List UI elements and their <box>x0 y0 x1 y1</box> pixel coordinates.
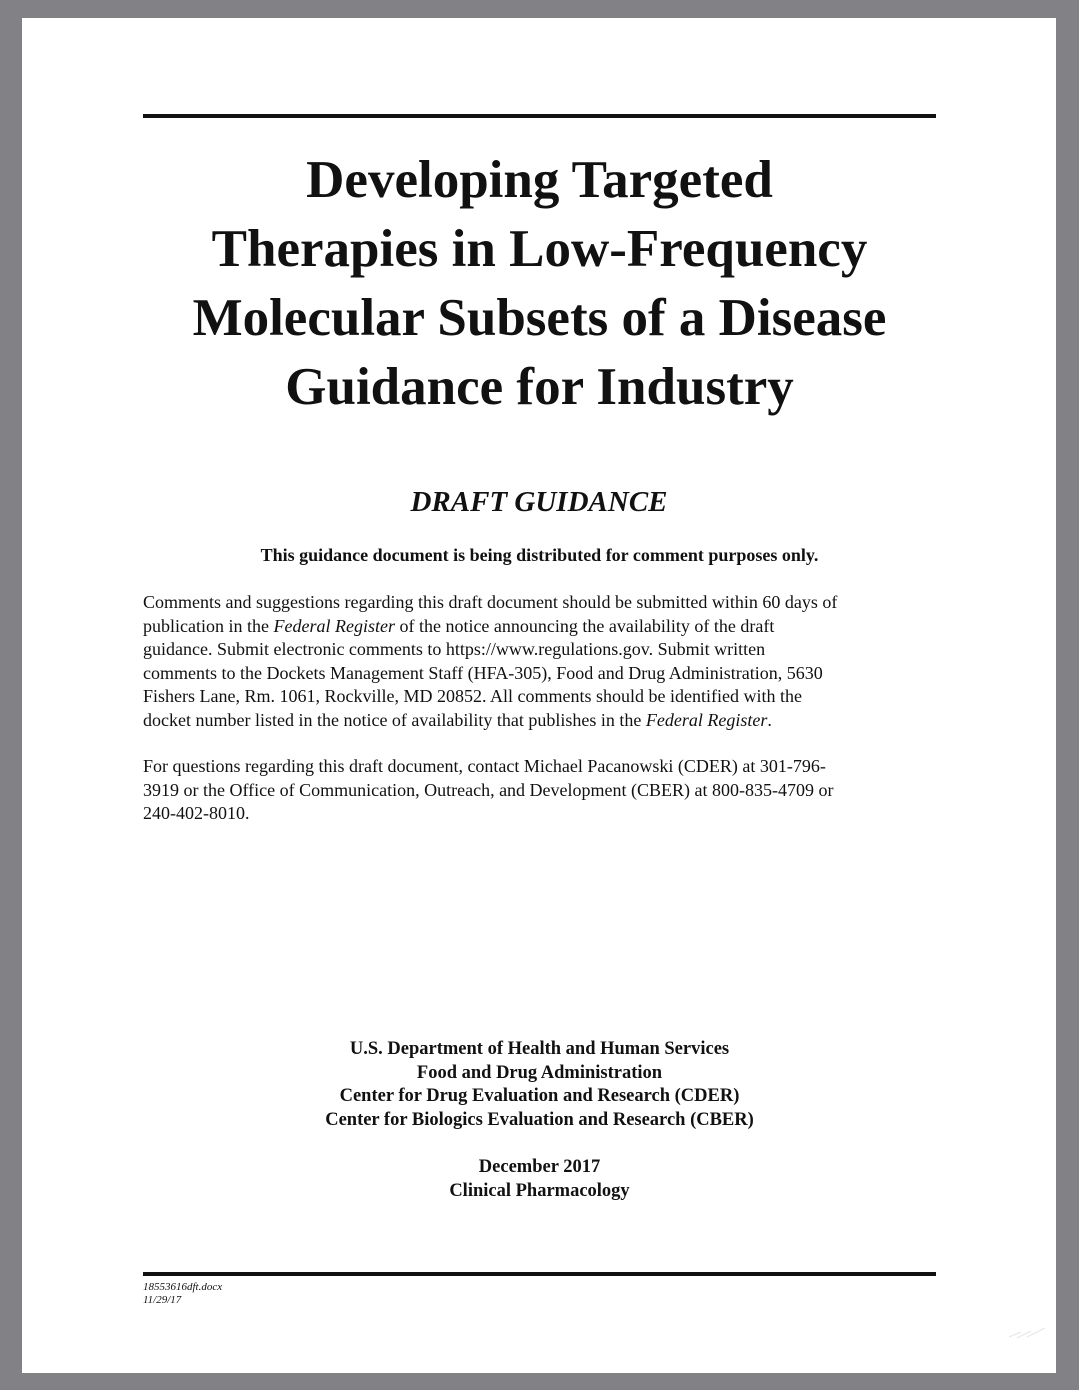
date-block <box>82 1156 997 1203</box>
agency-cder: Center for Drug Evaluation and Research (CDER) <box>339 1086 740 1106</box>
document-title <box>82 146 997 422</box>
title-line-1: Developing Targeted <box>306 151 773 209</box>
comments-paragraph <box>143 591 943 732</box>
agency-hhs: U.S. Department of Health and Human Services <box>349 1039 730 1059</box>
comments-line-1: Comments and suggestions regarding this draft document should be submitted within 60 days of <box>143 592 838 612</box>
draft-guidance-heading: DRAFT GUIDANCE <box>410 486 668 518</box>
title-line-2: Therapies in Low-Frequency <box>211 220 868 278</box>
document-page <box>22 18 1056 1373</box>
questions-line-1: For questions regarding this draft document, contact Michael Pacanowski (CDER) at 301-796- <box>143 756 826 776</box>
agency-cber: Center for Biologics Evaluation and Research (CBER) <box>325 1109 754 1130</box>
file-footer <box>143 1281 222 1307</box>
top-rule <box>143 114 936 118</box>
publication-date: December 2017 <box>478 1157 601 1177</box>
comments-line-6-text: docket number listed in the notice of availability that publishes in the <box>143 709 646 730</box>
agency-block <box>82 1038 997 1132</box>
comments-line-6 <box>143 709 943 733</box>
agency-fda: Food and Drug Administration <box>416 1062 663 1083</box>
comments-line-4: comments to the Dockets Management Staff (HFA-305), Food and Drug Administration, 5630 <box>143 662 823 683</box>
questions-line-2: 3919 or the Office of Communication, Outreach, and Development (CBER) at 800-835-4709 or <box>143 779 834 800</box>
footer-file-date: 11/29/17 <box>143 1294 182 1306</box>
comments-line-6-text-end: . <box>767 709 772 730</box>
questions-paragraph <box>143 755 943 826</box>
comments-line-2 <box>143 615 943 639</box>
comments-line-2-text-end: of the notice announcing the availability of the draft <box>394 615 775 636</box>
title-line-3: Molecular Subsets of a Disease <box>192 289 887 347</box>
comments-line-5: Fishers Lane, Rm. 1061, Rockville, MD 20852. All comments should be identified with the <box>143 686 802 706</box>
watermark-logo-icon <box>1007 1326 1047 1340</box>
questions-line-3: 240-402-8010. <box>143 803 250 823</box>
guidance-category: Clinical Pharmacology <box>449 1180 630 1201</box>
footer-file-name: 18553616dft.docx <box>143 1281 223 1293</box>
federal-register-italic: Federal Register <box>273 615 395 636</box>
comments-line-3: guidance. Submit electronic comments to https://www.regulations.gov. Submit written <box>143 639 766 659</box>
comments-line-2-text: publication in the <box>143 615 274 636</box>
bottom-rule <box>143 1272 936 1276</box>
distribution-notice: This guidance document is being distributed for comment purposes only. <box>260 545 819 565</box>
title-line-4: Guidance for Industry <box>285 358 794 416</box>
federal-register-italic-2: Federal Register <box>645 709 768 730</box>
